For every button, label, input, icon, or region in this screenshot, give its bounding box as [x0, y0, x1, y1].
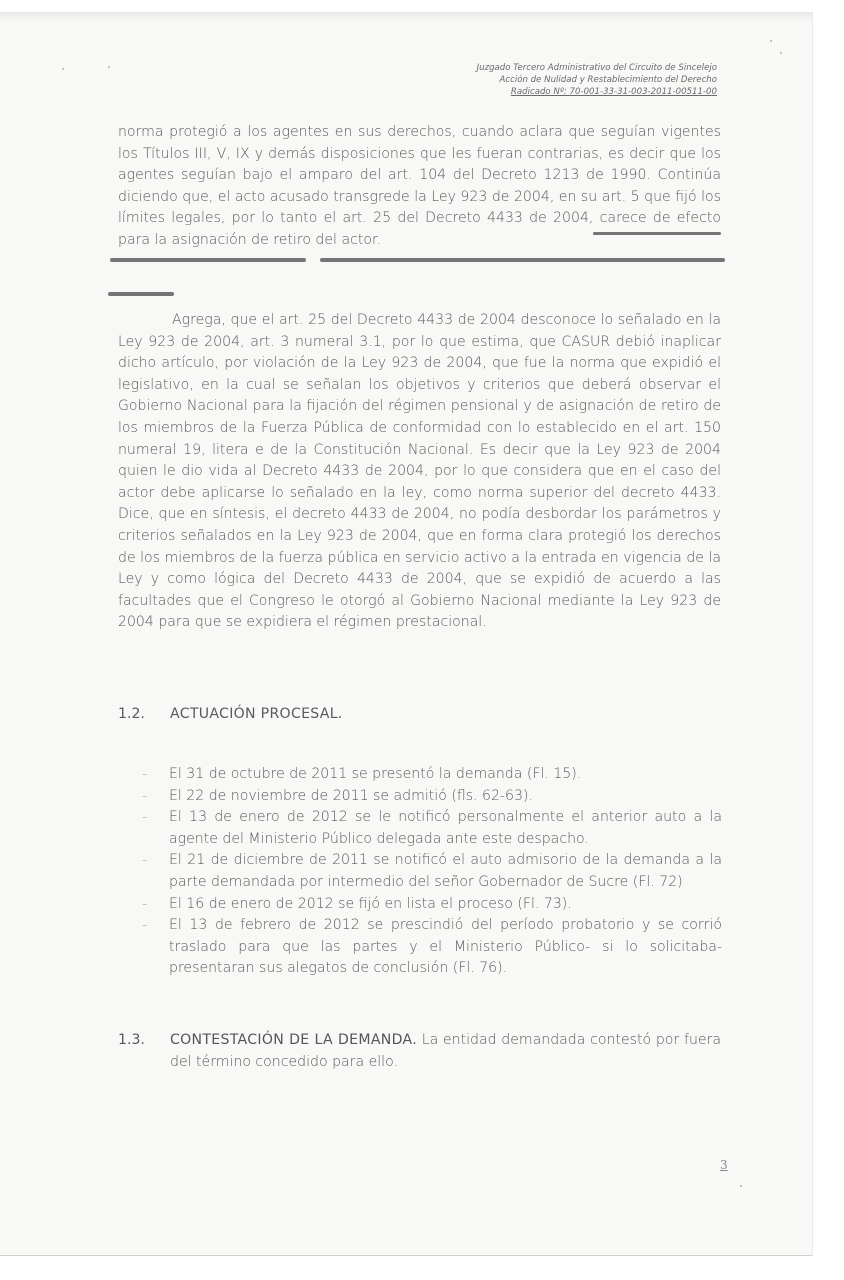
list-item — [142, 850, 722, 893]
scan-speck — [62, 68, 64, 70]
bullet-dash: - — [142, 766, 148, 782]
pen-underline-mark — [593, 232, 721, 235]
document-header — [477, 62, 717, 98]
list-item-text: El 13 de enero de 2012 se le notificó personalmente el anterior auto a la agente del Ministerio Público delegada ante este despacho. — [169, 809, 722, 847]
list-item-text: El 16 de enero de 2012 se fijó en lista el proceso (Fl. 73). — [169, 895, 572, 912]
bullet-dash: - — [142, 895, 148, 912]
pen-underline-mark — [320, 258, 725, 262]
list-item — [142, 786, 722, 808]
section-title: ACTUACIÓN PROCESAL. — [170, 706, 343, 722]
court-name: Juzgado Tercero Administrativo del Circuito de Sincelejo — [476, 63, 717, 73]
list-item — [142, 764, 722, 786]
section-body: La entidad demandada contestó por fuera del término concedido para ello. — [170, 1032, 721, 1070]
list-item-text: El 22 de noviembre de 2011 se admitió (fls. 62-63). — [169, 787, 533, 804]
bullet-dash: - — [142, 787, 148, 804]
bullet-dash: - — [142, 852, 148, 869]
scan-speck — [770, 40, 772, 42]
section-number: 1.3. — [118, 1032, 145, 1048]
pen-underline-mark — [110, 258, 306, 262]
section-title: CONTESTACIÓN DE LA DEMANDA. — [170, 1032, 417, 1048]
pen-underline-mark — [108, 292, 174, 296]
scan-speck — [780, 52, 782, 54]
action-type: Acción de Nulidad y Restablecimiento del Derecho — [499, 75, 717, 85]
underlined-passage: el art. 25 del Decreto 4433 de 2004, carece de efecto para la asignación de retiro del actor. — [118, 210, 721, 248]
section-number: 1.2. — [118, 706, 145, 722]
paragraph-agrega — [118, 310, 721, 634]
section-contestacion-demanda — [118, 1030, 721, 1073]
procedural-actions-list — [142, 764, 722, 980]
section-actuacion-procesal — [118, 706, 721, 722]
paragraph-1-text: norma protegió a los agentes en sus derechos, cuando aclara que seguían vigentes los Títulos III, V, IX y demás disposiciones que les fueran contrarias, es decir que los agentes seguían bajo el amparo del art. 104 del Decreto 1213 de 1990. Continúa diciendo que, el acto acusado transgrede la Ley 923 de 2004, en su art. 5 que fijó los límites legales, por lo tanto — [118, 124, 721, 227]
scan-speck — [740, 1185, 742, 1187]
case-number: Radicado Nº: 70-001-33-31-003-2011-00511-00 — [510, 87, 717, 97]
scan-speck — [108, 66, 110, 68]
page-edge-shadow — [0, 12, 812, 22]
list-item — [142, 894, 722, 916]
list-item-text: El 21 de diciembre de 2011 se notificó el auto admisorio de la demanda a la parte demandada por intermedio del señor Gobernador de Sucre (Fl. 72) — [169, 852, 722, 890]
section-content — [170, 1030, 721, 1073]
page-number: 3 — [720, 1158, 728, 1172]
list-item — [142, 807, 722, 850]
list-item-text: El 13 de febrero de 2012 se prescindió del período probatorio y se corrió traslado para que las partes y el Ministerio Público- si lo solicitaba- presentaran sus alegatos de conclusión (Fl. 76). — [169, 917, 722, 977]
list-item — [142, 915, 722, 980]
bullet-dash: - — [142, 917, 148, 934]
paragraph-2: Agrega, que el art. 25 del Decreto 4433 de 2004 desconoce lo señalado en la Ley 923 de 2004, art. 3 numeral 3.1, por lo que estima, que CASUR debió inaplicar dicho artículo, por violación de la Ley 923 de 2004, que fue la norma que expidió el legislativo, en la cual se señalan los objetivos y criterios que deberá observar el Gobierno Nacional para la fijación del régimen pensional y de asignación de retiro de los miembros de la Fuerza Pública de conformidad con lo establecido en el art. 150 numeral 19, litera e de la Constitución Nacional. Es decir que la Ley 923 de 2004 quien le dio vida al Decreto 4433 de 2004, por lo que considera que en el caso del actor debe aplicarse lo señalado en la ley, como norma superior del decreto 4433. Dice, que en síntesis, el decreto 4433 de 2004, no podía desbordar los parámetros y criterios señalados en la Ley 923 de 2004, que en forma clara protegió los derechos de los miembros de la fuerza pública en servicio activo a la entrada en vigencia de la Ley y como lógica del Decreto 4433 de 2004, que se expidió de acuerdo a las facultades que el Congreso le otorgó al Gobierno Nacional mediante la Ley 923 de 2004 para que se expidiera el régimen prestacional. — [118, 312, 721, 631]
list-item-text: El 31 de octubre de 2011 se presentó la demanda (Fl. 15). — [169, 766, 582, 782]
bullet-dash: - — [142, 809, 148, 826]
